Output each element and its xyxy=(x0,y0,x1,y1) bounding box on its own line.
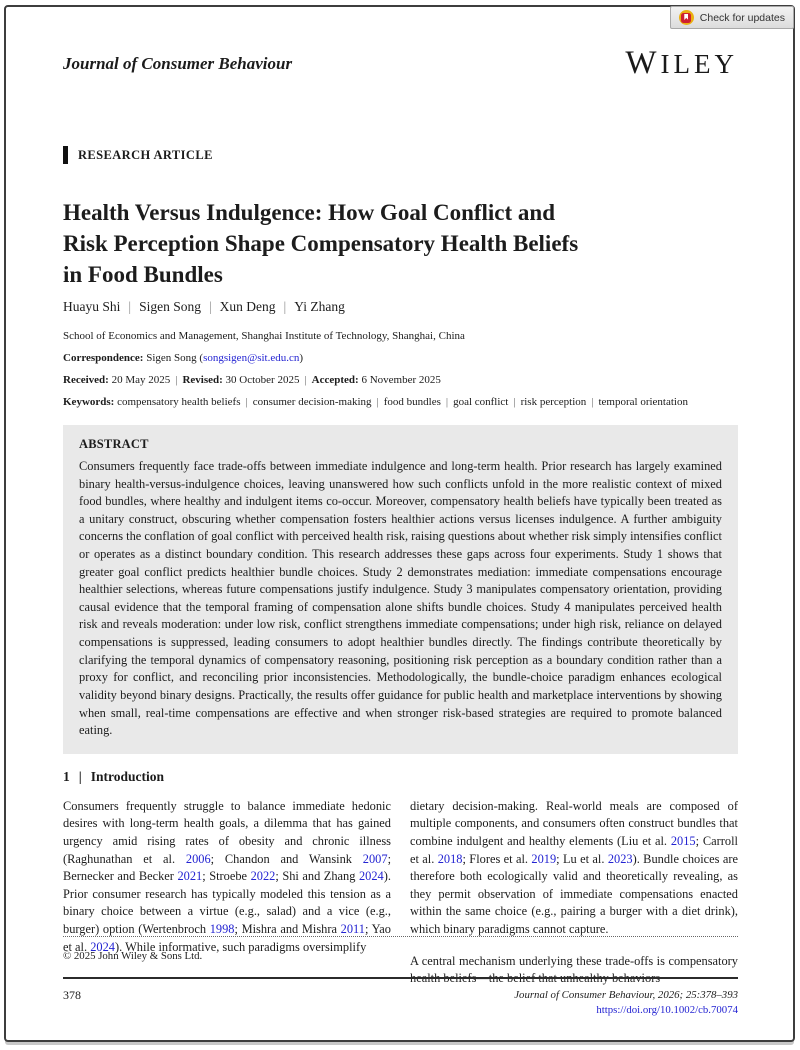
text-run: risk perception xyxy=(520,396,587,408)
authors-line xyxy=(63,299,738,315)
inline-link[interactable]: 2023 xyxy=(607,851,633,866)
text-run: | xyxy=(78,768,82,784)
inline-link[interactable]: 2006 xyxy=(185,851,211,866)
check-for-updates-badge[interactable] xyxy=(670,6,794,29)
text-run: Revised: xyxy=(182,374,226,386)
text-run: ). Prior consumer research has typically modeled this tension as a binary choice between a virtue (e.g., salad) and a vice (e.g., burger) option (Wertenbroch xyxy=(63,869,391,937)
abstract-section xyxy=(63,425,738,754)
doi-link[interactable]: https://doi.org/10.1002/cb.70074 xyxy=(596,1004,738,1017)
page-footer xyxy=(63,936,738,1019)
page-number: 378 xyxy=(63,987,81,1002)
text-run: 6 November 2025 xyxy=(361,374,441,386)
text-run: | xyxy=(591,396,594,408)
text-run: ). While informative, such paradigms oversimplify xyxy=(114,939,367,954)
text-run: | xyxy=(304,374,307,386)
text-run: Xun Deng xyxy=(219,299,276,314)
page-header xyxy=(63,47,738,80)
text-run: ) xyxy=(299,352,304,364)
inline-link[interactable]: 1998 xyxy=(209,922,235,937)
text-run: | xyxy=(445,396,449,408)
footer-row xyxy=(63,988,738,1019)
text-run: ). Bundle choices are therefore both ecologically valid and theoretically revealing, as they permit observation of immediate compensations enacted within the same choice (e.g., pairing a burger with a diet drink), which binary paradigms cannot capture. xyxy=(410,851,738,937)
inline-link[interactable]: 2021 xyxy=(177,869,203,884)
copyright-line: © 2025 John Wiley & Sons Ltd. xyxy=(63,949,203,962)
text-run: Yi Zhang xyxy=(294,299,345,314)
text-run: | xyxy=(283,299,287,314)
text-run: Received: xyxy=(63,374,112,386)
article-type-text: RESEARCH ARTICLE xyxy=(78,147,213,162)
dates-line xyxy=(63,374,738,386)
abstract-text: Consumers frequently face trade-offs between immediate indulgence and long-term health. Prior research has largely examined binary health-versus-indulgence choices, leaving unanswered how such conflicts unfold in the more realistic context of mixed food bundles, where healthy and indulgent items co-occur. Moreover, compensatory health beliefs have typically been treated as a unitary construct, obscuring whether compensation fosters healthier actions versus licenses indulgence. A further ambiguity concerns the conflation of goal conflict with perceived health risk, raising questions about whether risk simply intensifies conflict or operates as a distinct boundary condition. This research addresses these gaps across four experiments. Study 1 shows that greater goal conflict predicts healthier bundle choices. Study 2 demonstrates mediation: immediate compensations encourage healthier selections, whereas future compensations justify indulgence. Study 3 manipulates compensatory orientation, providing causal evidence that the temporal framing of compensation alone shifts bundle choices. Study 4 manipulates perceived health risk and reveals moderation: under low risk, conflict strengthens immediate compensations; under high risk, reliance on delayed compensations is suppressed, leading consumers to adopt healthier bundles directly. The findings contribute theoretically by clarifying the temporal dynamics of compensatory reasoning, positioning risk perception as a boundary condition rather than a proxy for conflict, and reconciling prior inconsistencies. Methodologically, the bundle-choice paradigm enhances ecological validity beyond binary designs. Practically, the results offer guidance for public health and marketplace interventions by showing when small, real-time compensations are effective and when stronger risk-based strategies are required to promote balanced eating. xyxy=(79,459,722,738)
text-run: consumer decision-making xyxy=(252,396,372,408)
text-run: | xyxy=(513,396,516,408)
page xyxy=(4,5,795,1042)
title-line-1: Health Versus Indulgence: How Goal Conflict and xyxy=(63,200,555,225)
paragraph xyxy=(410,798,738,939)
text-run: Introduction xyxy=(90,768,165,784)
text-run: Keywords: xyxy=(63,396,118,408)
inline-link[interactable]: 2015 xyxy=(670,833,696,848)
text-run: Consumers frequently struggle to balance immediate hedonic desires with long-term health goals, a dilemma that has gained urgency amid rising rates of obesity and chronic illness (Raghunathan et al. xyxy=(63,798,391,866)
text-run: ; Stroebe xyxy=(202,869,251,884)
page-title xyxy=(63,197,738,290)
text-run: ; Chandon and Wansink xyxy=(210,851,363,866)
title-line-3: in Food Bundles xyxy=(63,262,223,287)
inline-link[interactable]: 2011 xyxy=(340,922,365,937)
section-heading-introduction xyxy=(63,769,738,785)
paragraph xyxy=(63,798,391,956)
text-run: | xyxy=(208,299,212,314)
text-run: Correspondence: xyxy=(63,352,147,364)
text-run: temporal orientation xyxy=(598,396,688,408)
footer-rule xyxy=(63,977,738,979)
dotted-divider xyxy=(63,936,738,937)
inline-link[interactable]: 2024 xyxy=(358,869,384,884)
text-run: A central mechanism underlying these trade-offs is compensatory health beliefs—the belief that unhealthy behaviors xyxy=(410,953,738,986)
keywords-line xyxy=(63,396,738,408)
text-run: | xyxy=(245,396,248,408)
text-run: ; Yao et al. xyxy=(63,922,391,954)
inline-link[interactable]: 2019 xyxy=(531,851,557,866)
journal-name: Journal of Consumer Behaviour xyxy=(63,53,293,73)
text-run: ; Lu et al. xyxy=(556,851,608,866)
inline-link[interactable]: 2024 xyxy=(90,939,115,954)
affiliation: School of Economics and Management, Shanghai Institute of Technology, Shanghai, China xyxy=(63,330,465,342)
footer-citation-block xyxy=(514,988,738,1019)
text-run: Journal of Consumer Behaviour xyxy=(514,988,653,1001)
inline-link[interactable]: songsigen@sit.edu.cn xyxy=(203,352,300,364)
article-type-label xyxy=(63,146,738,164)
text-run: 30 October 2025 xyxy=(225,374,300,386)
text-run: 20 May 2025 xyxy=(111,374,171,386)
text-run: ; Carroll et al. xyxy=(410,833,738,866)
text-run: Sigen Song ( xyxy=(146,352,204,364)
text-run: Sigen Song xyxy=(139,299,201,314)
text-run: | xyxy=(175,374,178,386)
inline-link[interactable]: 2022 xyxy=(250,869,276,884)
text-run: | xyxy=(376,396,379,408)
text-run: dietary decision-making. Real-world meals are composed of multiple components, and consumers often construct bundles that combine indulgent and healthy elements (Liu et al. xyxy=(410,798,738,848)
check-for-updates-label: Check for updates xyxy=(699,11,785,24)
text-run: goal conflict xyxy=(453,396,509,408)
article-type-bar-icon xyxy=(63,146,68,164)
text-run: | xyxy=(128,299,132,314)
footer-citation xyxy=(514,988,738,1004)
text-run: Huayu Shi xyxy=(63,299,121,314)
text-run: compensatory health beliefs xyxy=(117,396,241,408)
text-run: , 2026; 25:378–393 xyxy=(652,988,738,1001)
text-run: ; Shi and Zhang xyxy=(275,869,359,884)
text-run: ; Flores et al. xyxy=(462,851,532,866)
text-run: ; Mishra and Mishra xyxy=(234,922,341,937)
crossmark-icon xyxy=(679,10,694,25)
abstract-heading: ABSTRACT xyxy=(79,437,149,451)
text-run: ; Bernecker and Becker xyxy=(63,851,392,884)
text-run: 1 xyxy=(63,768,70,784)
title-line-2: Risk Perception Shape Compensatory Health Beliefs xyxy=(63,231,579,256)
inline-link[interactable]: 2018 xyxy=(437,851,463,866)
inline-link[interactable]: 2007 xyxy=(362,851,388,866)
correspondence-line xyxy=(63,352,738,364)
text-run: Accepted: xyxy=(311,374,362,386)
text-run: food bundles xyxy=(383,396,441,408)
wiley-logo: WILEY xyxy=(625,45,738,81)
